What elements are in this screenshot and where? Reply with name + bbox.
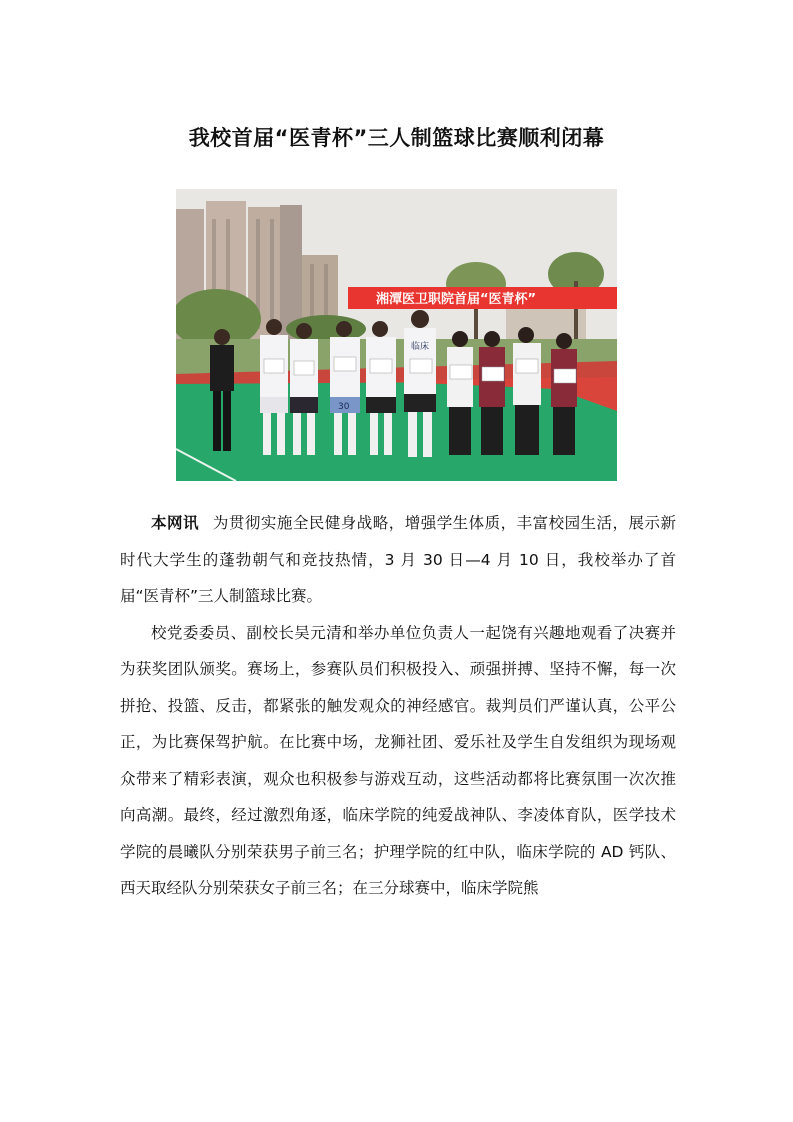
- jersey-text: 临床: [411, 342, 430, 352]
- paragraph-text: 为贯彻实施全民健身战略，增强学生体质，丰富校园生活，展示新时代大学生的蓬勃朝气和竞技热情，3 月 30 日—4 月 10 日，我校举办了首届“医青杯”三人制篮球比赛。: [120, 514, 676, 605]
- person-player-8: [513, 327, 541, 455]
- article-body: [120, 505, 676, 907]
- person-player-6: [447, 331, 473, 455]
- paragraph-2: [120, 615, 676, 907]
- award-ceremony-photo: [176, 189, 617, 481]
- banner-text: 湘潭医卫职院首届“医青杯”: [376, 292, 537, 307]
- paragraph-text: 校党委委员、副校长吴元清和举办单位负责人一起饶有兴趣地观看了决赛并为获奖团队颁奖。赛场上，参赛队员们积极投入、顽强拼搏、坚持不懈，每一次拼抢、投篮、反击，都紧张的触发观众的神经感官。裁判员们严谨认真，公平公正，为比赛保驾护航。在比赛中场，龙狮社团、爱乐社及学生自发组织为现场观众带来了精彩表演，观众也积极参与游戏互动，这些活动都将比赛氛围一次次推向高潮。最终，经过激烈角逐，临床学院的纯爱战神队、李凌体育队，医学技术学院的晨曦队分别荣获男子前三名；护理学院的红中队，临床学院的 AD 钙队、西天取经队分别荣获女子前三名；在三分球赛中，临床学院熊: [120, 623, 676, 897]
- person-player-7: [479, 331, 505, 455]
- paragraph-1: [120, 505, 676, 615]
- paragraph-lead: 本网讯: [151, 514, 199, 532]
- article-title: 我校首届“医青杯”三人制篮球比赛顺利闭幕: [188, 126, 605, 150]
- jersey-number: 30: [338, 402, 350, 412]
- person-player-9: [551, 333, 577, 455]
